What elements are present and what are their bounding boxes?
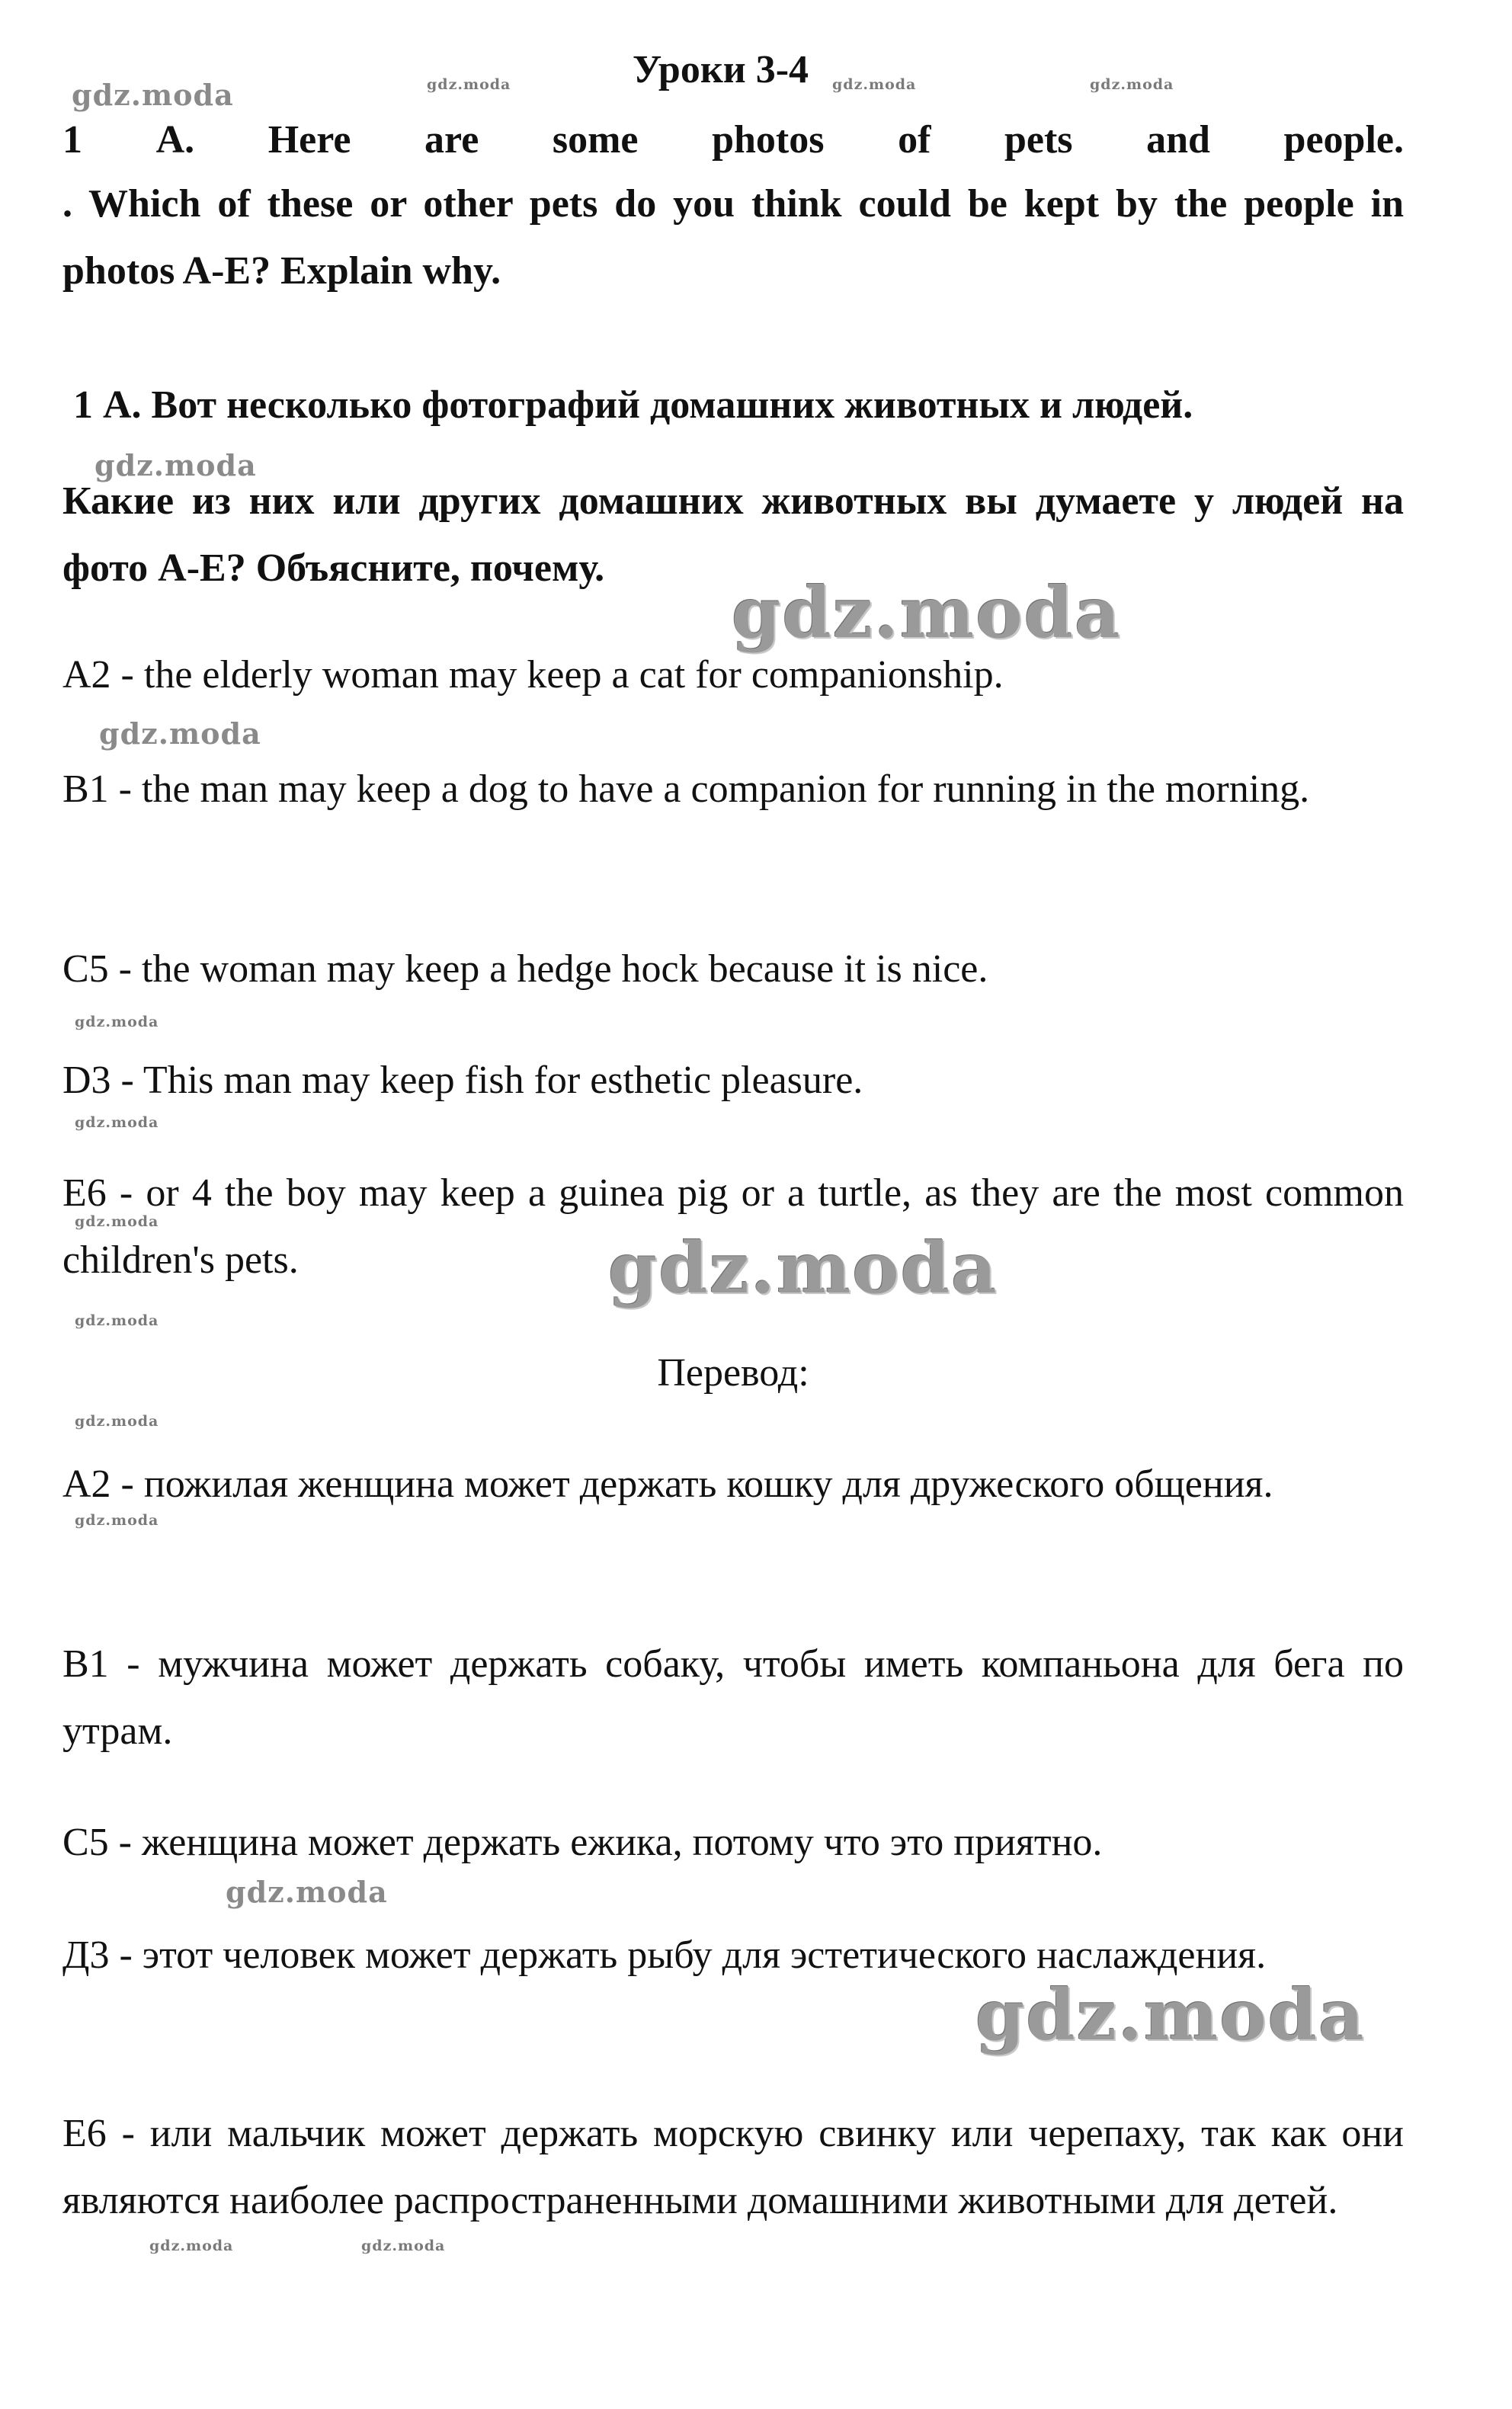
watermark: gdz.moda [75,1213,159,1230]
watermark: gdz.moda [72,78,234,112]
word: people. [1283,118,1404,162]
word: and [1146,118,1210,162]
watermark: gdz.moda [975,1974,1366,2056]
watermark: gdz.moda [75,1413,159,1430]
watermark: gdz.moda [361,2238,446,2254]
watermark: gdz.moda [1090,76,1174,93]
task-en-first-line [62,107,1404,174]
answer-ru-a: А2 - пожилая женщина может держать кошку для дружеского общения. [62,1462,1273,1506]
word: are [424,118,479,162]
watermark: gdz.moda [149,2238,234,2254]
answer-ru-d: Д3 - этот человек может держать рыбу для эстетического наслаждения. [62,1933,1267,1977]
task-ru-first-line: 1 А. Вот несколько фотографий домашних животных и людей. [73,383,1193,427]
watermark: gdz.moda [75,1114,159,1131]
page-title: Уроки 3-4 [633,48,809,91]
watermark: gdz.moda [75,1014,159,1030]
word: photos [712,118,825,162]
word: some [552,118,639,162]
task-en-question: . Which of these or other pets do you think could be kept by the people in photos A-E? Explain why. [62,182,1404,293]
answer-ru-e: Е6 - или мальчик может держать морскую свинку или черепаху, так как они являются наиболее распространенными домашними животными для детей. [62,2112,1404,2222]
answer-en-d: D3 - This man may keep fish for esthetic pleasure. [62,1059,863,1102]
watermark: gdz.moda [94,448,257,482]
answer-en-b: B1 - the man may keep a dog to have a companion for running in the morning. [62,767,1310,811]
watermark: gdz.moda [75,1312,159,1329]
word: Here [267,118,351,162]
word: 1 [62,118,82,162]
task-ru-question: Какие из них или других домашних животных вы думаете у людей на фото A-E? Объясните, почему. [62,479,1404,590]
watermark: gdz.moda [427,76,511,93]
watermark: gdz.moda [75,1512,159,1529]
answer-ru-b: В1 - мужчина может держать собаку, чтобы иметь компаньона для бега по утрам. [62,1642,1404,1753]
watermark: gdz.moda [832,76,917,93]
word: A. [155,118,195,162]
answer-en-c: C5 - the woman may keep a hedge hock because it is nice. [62,947,988,991]
word: pets [1004,118,1073,162]
watermark: gdz.moda [732,572,1122,654]
watermark: gdz.moda [99,716,261,751]
watermark: gdz.moda [226,1875,388,1909]
answer-en-e: E6 - or 4 the boy may keep a guinea pig or a turtle, as they are the most common children's pets. [62,1171,1404,1282]
word: of [898,118,931,162]
answer-ru-c: С5 - женщина может держать ежика, потому что это приятно. [62,1821,1103,1864]
watermark: gdz.moda [608,1227,998,1309]
answer-en-a: A2 - the elderly woman may keep a cat for companionship. [62,653,1004,697]
translation-heading: Перевод: [657,1351,809,1395]
